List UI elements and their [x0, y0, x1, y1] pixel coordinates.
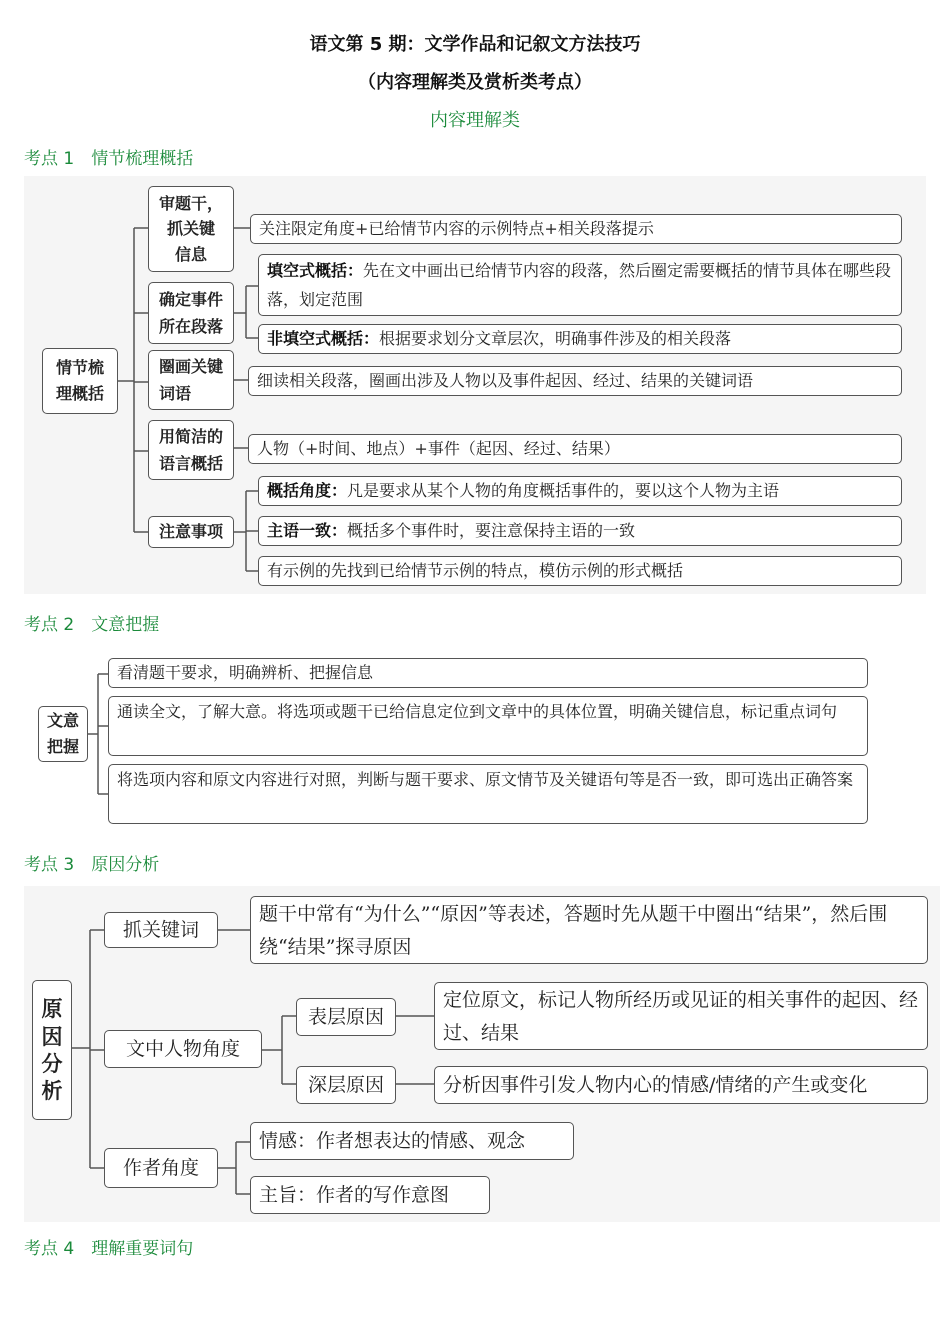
mindmap-cause-analysis	[24, 886, 940, 1222]
leaf-compare-options: 将选项内容和原文内容进行对照，判断与题干要求、原文情节及关键语句等是否一致，即可选出正确答案	[108, 764, 868, 824]
node-concise-language: 用简洁的 语言概括	[148, 420, 234, 480]
branch-character-angle: 文中人物角度	[104, 1030, 262, 1068]
leaf-locate-info: 通读全文，了解大意。将选项或题干已给信息定位到文章中的具体位置，明确关键信息，标记重点词句	[108, 696, 868, 756]
leaf-read-question: 关注限定角度+已给情节内容的示例特点+相关段落提示	[250, 214, 902, 244]
document-title: 语文第 5 期：文学作品和记叙文方法技巧	[309, 34, 641, 55]
branch-author-angle: 作者角度	[104, 1148, 218, 1188]
leaf-non-fill-blank-summary: 非填空式概括： 根据要求划分文章层次，明确事件涉及的相关段落	[258, 324, 902, 354]
leaf-read-requirements: 看清题干要求，明确辨析、把握信息	[108, 658, 868, 688]
leaf-summary-angle: 概括角度： 凡是要求从某个人物的角度概括事件的，要以这个人物为主语	[258, 476, 902, 506]
leaf-deep-cause: 分析因事件引发人物内心的情感/情绪的产生或变化	[434, 1066, 928, 1104]
section-heading-3: 考点 3 原因分析	[24, 855, 160, 875]
root-node-plot-summary: 情节梳 理概括	[42, 348, 118, 414]
branch-keywords: 抓关键词	[104, 912, 218, 948]
root-node-cause: 原 因 分 析	[32, 980, 72, 1120]
section-heading-4: 考点 4 理解重要词句	[24, 1239, 194, 1259]
leaf-author-emotion: 情感：作者想表达的情感、观念	[250, 1122, 574, 1160]
document-subtitle: （内容理解类及赏析类考点）	[358, 72, 592, 93]
leaf-circle-keywords: 细读相关段落，圈画出涉及人物以及事件起因、经过、结果的关键词语	[248, 366, 902, 396]
node-surface-cause: 表层原因	[296, 998, 396, 1036]
node-read-question: 审题干， 抓关键 信息	[148, 186, 234, 272]
section-heading-1: 考点 1 情节梳理概括	[24, 149, 194, 169]
category-heading: 内容理解类	[430, 110, 520, 131]
leaf-consistent-subject: 主语一致： 概括多个事件时，要注意保持主语的一致	[258, 516, 902, 546]
node-deep-cause: 深层原因	[296, 1066, 396, 1104]
leaf-keywords: 题干中常有“为什么”“原因”等表述，答题时先从题干中圈出“结果”，然后围绕“结果”探寻原因	[250, 896, 928, 964]
leaf-surface-cause: 定位原文，标记人物所经历或见证的相关事件的起因、经过、结果	[434, 982, 928, 1050]
section-heading-2: 考点 2 文意把握	[24, 615, 160, 635]
mindmap-plot-summary	[24, 176, 926, 594]
mindmap-meaning	[24, 650, 926, 830]
node-circle-keywords: 圈画关键 词语	[148, 350, 234, 410]
root-node-meaning: 文意 把握	[38, 706, 88, 762]
leaf-concise-language: 人物（+时间、地点）+事件（起因、经过、结果）	[248, 434, 902, 464]
leaf-follow-example: 有示例的先找到已给情节示例的特点，模仿示例的形式概括	[258, 556, 902, 586]
leaf-author-theme: 主旨：作者的写作意图	[250, 1176, 490, 1214]
leaf-fill-blank-summary: 填空式概括：先在文中画出已给情节内容的段落，然后圈定需要概括的情节具体在哪些段落，划定范围	[258, 254, 902, 316]
node-locate-paragraphs: 确定事件 所在段落	[148, 282, 234, 344]
node-notes: 注意事项	[148, 516, 234, 548]
